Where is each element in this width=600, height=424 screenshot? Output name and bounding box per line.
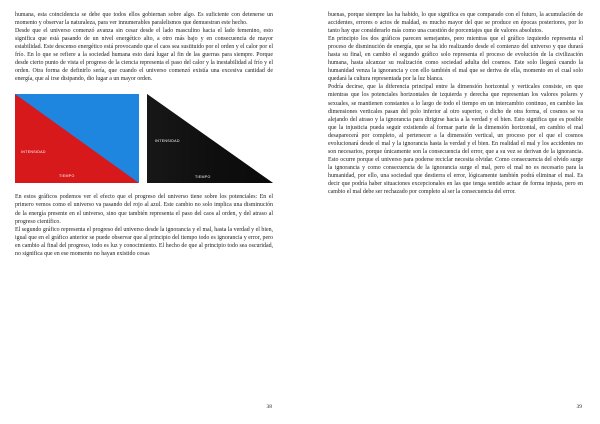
- left-paragraph-4: El segundo gráfico representa el progreso del universo desde la ignorancia y el mal, hasta la verdad y el bien, igual que en el gráfico anterior se puede observar que al principio del tiempo todo es ignorancia y error, pero en cambio al final del progreso, todo es luz y conocimiento. El hecho de que al principio todo sea oscuridad, no significa que en ese momento no hayan existido cosas: [15, 226, 273, 257]
- potential-graphs: [15, 94, 273, 183]
- left-paragraph-1: humana, esta coincidencia se debe que todos ellos gobiernan sobre algo. Es suficiente con detenerse un momento y observar la naturaleza, para ver innumerables paralelismos que demuestran este hecho.: [15, 12, 273, 27]
- knowledge-graph-intensity-label: INTENSIDAD: [155, 139, 180, 144]
- knowledge-graph-time-label: TIEMPO: [195, 175, 211, 180]
- knowledge-graph: [147, 94, 273, 183]
- right-page: [300, 0, 600, 424]
- left-page-number: 38: [266, 404, 272, 410]
- left-paragraph-2: Desde que el universo comenzó avanza sin cesar desde el lado masculino hacia el lado femenino, esto significa que está pasando de un nivel energético alto, a otro más bajo y en consecuencia de mayor estabilidad. Este descenso energético está provocando que el caos sea sustituido por el orden y el calor por el frío. En lo que se refiere a la sociedad humana esto dará lugar al fin de las guerras para siempre. Porque desde cierto punto de vista el progreso de la ciencia representa el paso del calor y la inestabilidad al frío y el orden. Otra forma de definirlo sería, que cuando el universo comenzó existía una excesiva cantidad de energía, que al irse disipando, dio lugar a un mayor orden.: [15, 28, 273, 83]
- right-page-number: 39: [576, 404, 582, 410]
- right-paragraph-1: buenas, porque siempre las ha habido, lo que significa es que comparado con el futuro, la acumulación de accidentes, errores o actos de maldad, es mucho mayor del que se produce en épocas posteriores, por lo tanto hay que considerarlo más como una cuestión de porcentajes que de valores absolutos.: [328, 12, 583, 35]
- right-paragraph-2: En principio los dos gráficos parecen semejantes, pero mientras que el gráfico izquierdo representa el proceso de disminución de energía, que se ha ido realizando desde el comienzo del universo y que durará hasta su final, en cambio el segundo gráfico solo representa el proceso de evolución de la civilización humana, hasta alcanzar su realización como sociedad adulta del cosmos. Este solo llegará cuando la humanidad venza la ignorancia y con ello también el mal que se deriva de ella, momento en el cual solo quedará la cultura representada por la luz blanca.: [328, 36, 583, 83]
- right-paragraph-3: Podría decirse, que la diferencia principal entre la dimensión horizontal y verticales consiste, en que mientras que los potenciales horizontales de izquierda y derecha que representan los valores polares y sexuales, se mantienen constantes a lo largo de todo el tiempo en un intercambio continuo, en cambio las dimensiones verticales pasan del polo inferior al otro superior, o dicho de otra forma, el cosmos se va alejando del atraso y la ignorancia para dirigirse hacia a la verdad y el bien. Esto significa que es posible que la injusticia pueda seguir existiendo al formar parte de la dimensión horizontal, en cambio el mal desaparecerá por completo, al pertenecer a la dimensión vertical, un proceso por el que el cosmos evolucionará desde el mal y la ignorancia hasta la verdad y el bien. En realidad el mal y los accidentes no son necesarios, porque únicamente son la consecuencia del error, que a su vez se derivan de la ignorancia. Esto ocurre porque el universo para poderse reciclar necesita olvidar. Como consecuencia del olvido surge la ignorancia y como consecuencia de la ignorancia surge el mal, pero el mal no es necesario para la humanidad, por ello, una sociedad que destierra el error, lógicamente también podrá eliminar el mal. Es decir que podría haber situaciones excepcionales en las que tenga sentido actuar de forma injusta, pero en cambio el mal debe ser rechazado por completo al ser la consecuencia del error.: [328, 84, 583, 196]
- energy-graph: [15, 94, 139, 183]
- energy-graph-time-label: TIEMPO: [59, 174, 75, 179]
- left-paragraph-3: En estos gráficos podemos ver el efecto que el progreso del universo tiene sobre los potenciales: En el primero vemos como el universo va pasando del rojo al azul. Este cambio no solo implica una disminución de la energía presente en el universo, sino que también representa el paso del caos al orden, y del atraso al progreso científico.: [15, 194, 273, 225]
- figures-row: [15, 94, 273, 183]
- energy-graph-intensity-label: INTENSIDAD: [21, 150, 46, 155]
